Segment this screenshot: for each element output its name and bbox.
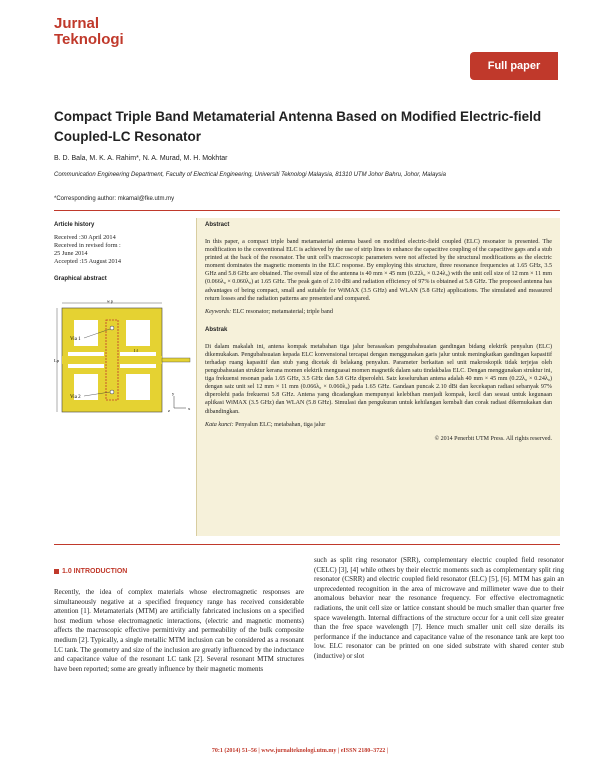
revised-label: Received in revised form : (54, 242, 121, 249)
label-y: y (172, 391, 175, 396)
label-lp: Lp (54, 358, 59, 363)
label-z: z (168, 408, 170, 413)
introduction-left-column: Recently, the idea of complex materials whose electromagnetic responses are simultaneously negative at a specified frequency range has received considerable attention [1]. Metamaterials (MTM) are artificially fabricated inclusions on a specified host medium whose electromagnetic interactions, (electric and magnetic moments) affects the macroscopic effective permittivity and permeability of the bulk composite medium [2]. Typically, a single metallic MTM inclusion can be considered as a resonant LC tank. The geometry and size of the inclusion are greatly influenced by the inductance and capacitance value of the resonant LC tank [2]. Several resonant MTM structures have been reported; some are greatly influence by their magnetic moments (54, 588, 304, 673)
header-divider (54, 210, 560, 211)
abstract-divider (54, 544, 560, 545)
abstract-keywords (205, 309, 552, 315)
label-lf: l f (134, 348, 138, 353)
accepted-date: Accepted :15 August 2014 (54, 258, 121, 265)
keywords-label: Keywords: (205, 308, 232, 315)
received-date: Received :30 April 2014 (54, 234, 116, 241)
authors: B. D. Bala, M. K. A. Rahim*, N. A. Murad, M. H. Mokhtar (54, 155, 228, 162)
corresponding-author: *Corresponding author: mkamal@fke.utm.my (54, 196, 175, 202)
copyright: © 2014 Penerbit UTM Press. All rights reserved. (434, 435, 552, 442)
introduction-right-column: such as split ring resonator (SRR), complementary electric coupled field resonator (CELC) [3], [4] while others by their electric moments such as complementary split ring resonator (CSRR) and electric coupled field resonator (ELC) [5], [6]. MTM has gain an unprecedented recognition in the area of microwave and millimeter wave due to their anomalous behavior near the resonance frequency. For effective electromagnetic radiations, the unit cell size or lattice constant should be much smaller than quarter free space wavelength. Internal diffractions of the structure occur for a unit cell size greater than the free space wavelength [7]. Hence much smaller unit cell size derails its performance if the inductance and capacitance value of the resonance tank are kept too low. ELC resonator can be printed on one sided substrate with shared center stub (inductive) or slot (314, 556, 564, 660)
full-paper-badge: Full paper (470, 52, 558, 80)
antenna-diagram (54, 300, 194, 420)
journal-logo-line2: Teknologi (54, 31, 124, 48)
label-via2: Via 2 (70, 395, 81, 400)
label-x: x (188, 406, 191, 411)
section-marker-icon (54, 569, 59, 574)
article-history (54, 222, 194, 282)
introduction-heading (54, 568, 127, 575)
kata-kunci-value: Penyalun ELC; metabahan, tiga jalur (235, 421, 326, 428)
paper-title: Compact Triple Band Metamaterial Antenna Based on Modified Electric-field Coupled-LC Resonator (54, 109, 542, 144)
kata-kunci-label: Kata kunci: (205, 421, 234, 428)
introduction-heading-text: 1.0 INTRODUCTION (62, 568, 128, 575)
abstract-heading: Abstract (205, 222, 230, 228)
abstrak-text: Di dalam makalah ini, antena kompak metabahan tiga jalur berasaskan pengubahsuaian gandingan bidang elektrik penyalun (ELC) dikemukakan. Pengubahsuaian kepada ELC konvensional tercapai dengan menggunakan garis jalur untuk meningkatkan gandingan kapasitif terhadap ruang kapasitif dan stub yang dicetak di belakang penyalun. Parameter berkaitan sel unit makroskopik tidak terjejas oleh pengubahsuaian struktur kerana momen elektrik menguasai momen magnetik dalam satu tindakbalas ELC. Dengan menggunakan struktur ini, tiga frekuensi resonan pada 1.65 GHz, 3.5 GHz dan 5.8 GHz diperolehi. Saiz keseluruhan antena adalah 40 mm × 45 mm (0.22λ₀ × 0.24λ₀) dengan saiz unit sel 12 mm × 11 mm (0.066λ₀ × 0.060λ₀) pada 1.65 GHz. Gandaan puncak 2.10 dBi dan kecekapan radiasi sebanyak 97% diperolehi pada frekuensi 5.8 GHz. Antena yang dicadangkan mempunyai kelebihan menjadi kompak, kecil dan sesuai untuk kegunaan aplikasi WiMAX (3.5 GHz) dan WLAN (5.8 GHz). Simulasi dan pengukuran untuk kehilangan kembali dan corak radiasi dikemukakan dan dibandingkan. (205, 343, 552, 415)
abstract-text: In this paper, a compact triple band metamaterial antenna based on modified electric-field coupled (ELC) resonator is presented. The modification to the conventional ELC is achieved by the use of strip lines to enhance the capacitive coupling of the capacitive gaps and a stub printed at the back of the resonator. The unit cell's macroscopic parameters were not affected by the structural modifications as the electric moment dominates the magnetic moments in the ELC response. By employing this structure, three resonance frequencies at 1.65 GHz, 3.5 GHz and 5.8 GHz are obtained. The overall size of the antenna is 40 mm × 45 mm (0.22λ₀ × 0.24λ₀) with the unit cell size of 12 mm × 11 mm (0.066λ₀ × 0.060λ₀) at 1.65 GHz. The peak gain of 2.10 dBi and radiation efficiency of 97% is obtained at 5.8 GHz. The proposed antenna has advantages of being compact, small and suitable for WiMAX (3.5 GHz) and WLAN (5.8 GHz) applications. The simulated and measured return losses and the radiation patterns are presented and compared. (205, 239, 552, 302)
journal-logo-line1: Jurnal (54, 15, 100, 32)
affiliation: Communication Engineering Department, Faculty of Electrical Engineering, Universiti Teknologi Malaysia, 81310 UTM Johor Bahru, Johor, Malaysia (54, 172, 446, 178)
abstrak-heading: Abstrak (205, 326, 228, 333)
revised-date: 25 June 2014 (54, 250, 88, 257)
label-via1: Via 1 (70, 337, 81, 342)
graphical-abstract-heading: Graphical abstract (54, 276, 107, 282)
label-wp: w p (107, 300, 113, 304)
abstrak-keywords (205, 422, 552, 428)
page-footer: 70:1 (2014) 51–56 | www.jurnalteknologi.utm.my | eISSN 2180–3722 | (211, 748, 389, 754)
abstract-box (196, 218, 560, 536)
journal-logo (54, 16, 124, 48)
article-history-heading: Article history (54, 222, 95, 228)
keywords-value: ELC resonator; metamaterial; triple band (232, 308, 333, 315)
